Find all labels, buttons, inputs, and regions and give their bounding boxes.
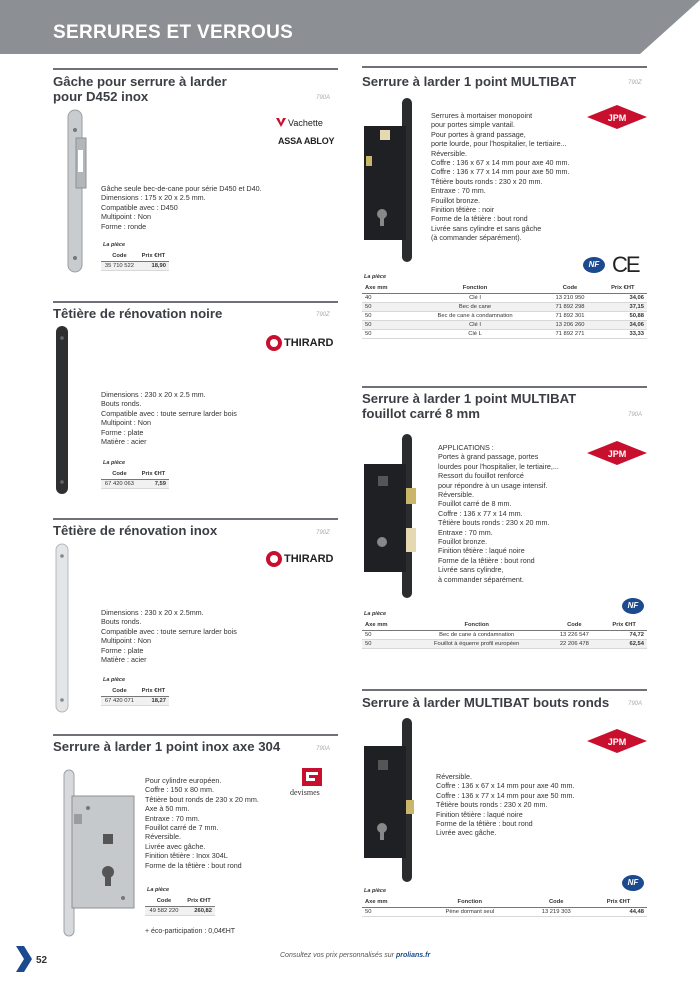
product-description: Serrures à mortaiser monopoint pour portes simple vantail. Pour portes à grand passage, porte lourde, pour l'hospitalier, le tertiaire... Réversible. Coffre : 136 x 67 x 14 mm pour axe 40 mm. Coffre : 136 x 77 x 14 mm pour axe 50 mm. Têtière bouts ronds : 230 x 20 mm. Entraxe : 70 mm. Fouillot bronze. Finition têtière : noir Forme de la têtière : bout rond Livrée sans cylindre et sans gâche (à commander séparément).	[431, 111, 570, 243]
cell-fonction: Bec de cane à condamnation	[409, 312, 542, 321]
price-table	[101, 686, 169, 706]
thirard-circle-icon	[266, 551, 282, 567]
cell-axe: 50	[362, 330, 409, 339]
table-header-row	[362, 283, 647, 294]
eco-participation: + éco-participation : 0,04€HT	[145, 928, 236, 935]
cell-fonction: Clé L	[409, 330, 542, 339]
section-title-tetiere-noire: Têtière de rénovation noire	[53, 306, 223, 321]
section-rule	[53, 68, 338, 70]
cell-code: 13 219 303	[523, 908, 591, 917]
table-row	[101, 480, 169, 489]
section-rule	[362, 66, 647, 68]
product-price: 260,82	[183, 907, 215, 916]
thirard-logo	[266, 335, 334, 351]
section-title-tetiere-inox: Têtière de rénovation inox	[53, 523, 218, 538]
product-price: 18,90	[138, 262, 169, 271]
col-code: Code	[523, 897, 591, 908]
reference-code: 790Z	[316, 312, 330, 318]
table-row	[362, 330, 647, 339]
col-price: Prix €HT	[138, 469, 169, 480]
table-row	[101, 262, 169, 271]
price-table	[101, 469, 169, 489]
section-title-multibat: Serrure à larder 1 point MULTIBAT	[362, 74, 577, 89]
cell-axe: 50	[362, 312, 409, 321]
price-table	[101, 251, 169, 271]
cell-price: 33,33	[599, 330, 647, 339]
cell-fonction: Pène dormant seul	[417, 908, 522, 917]
cell-code: 13 206 260	[541, 321, 598, 330]
vachette-v-icon	[276, 118, 286, 128]
table-header-row	[362, 620, 647, 631]
price-table	[145, 896, 215, 916]
cell-axe: 50	[362, 321, 409, 330]
title-line: pour D452 inox	[53, 89, 149, 104]
table-row	[101, 697, 169, 706]
cell-code: 71 892 271	[541, 330, 598, 339]
section-rule	[53, 734, 338, 736]
cell-price: 50,88	[599, 312, 647, 321]
cell-code: 71 892 301	[541, 312, 598, 321]
nf-certification-badge: NF	[622, 598, 644, 614]
reference-code: 790A	[316, 746, 331, 752]
thirard-logo	[266, 551, 334, 567]
header-banner	[0, 0, 700, 54]
cell-price: 34,06	[599, 294, 647, 303]
table-header-row	[145, 896, 215, 907]
table-header-row	[101, 469, 169, 480]
price-table-multibat-fouillot	[362, 620, 647, 649]
col-axe: Axe mm	[362, 620, 406, 631]
serrure-inox-image	[58, 768, 138, 938]
cell-price: 74,72	[601, 631, 647, 640]
cell-code: 71 892 298	[541, 303, 598, 312]
reference-code: 790A	[628, 701, 643, 707]
product-description: Réversible. Coffre : 136 x 67 x 14 mm pour axe 40 mm. Coffre : 136 x 77 x 14 mm pour axe 50 mm. Têtière bouts ronds : 230 x 20 mm. Finition têtière : laqué noire Forme de la têtière : bout rond Livrée avec gâche.	[436, 772, 575, 838]
table-header-row	[101, 251, 169, 262]
table-row	[362, 631, 647, 640]
col-price: Prix €HT	[138, 251, 169, 262]
page-chevron-icon	[16, 946, 32, 972]
unit-label: La pièce	[147, 887, 170, 893]
product-description: Pour cylindre européen. Coffre : 150 x 80 mm. Têtière bout ronds de 230 x 20 mm. Axe à 50 mm. Entraxe : 70 mm. Fouillot carré de 7 mm. Réversible. Livrée avec gâche. Finition têtière : Inox 304L Forme de la têtière : bout rond	[145, 776, 259, 870]
gache-product-image	[62, 108, 90, 276]
col-code: Code	[547, 620, 601, 631]
product-code: 67 420 071	[101, 697, 138, 706]
jpm-logo	[585, 728, 649, 754]
reference-code: 790A	[316, 95, 331, 101]
cell-axe: 50	[362, 908, 417, 917]
col-price: Prix €HT	[590, 897, 647, 908]
table-row	[362, 321, 647, 330]
section-rule	[53, 518, 338, 520]
table-row	[362, 908, 647, 917]
unit-label: La pièce	[103, 242, 126, 248]
cell-code: 13 226 547	[547, 631, 601, 640]
footer-note	[280, 952, 430, 959]
nf-certification-badge: NF	[622, 875, 644, 891]
ce-certification-mark: CE	[612, 252, 639, 277]
assa-abloy-logo: ASSA ABLOY	[278, 136, 335, 146]
title-line: Gâche pour serrure à larder	[53, 74, 227, 89]
brand-name: THIRARD	[284, 553, 334, 565]
cell-axe: 50	[362, 631, 406, 640]
col-fonction: Fonction	[417, 897, 522, 908]
col-axe: Axe mm	[362, 283, 409, 294]
multibat-lock-image	[360, 96, 430, 264]
product-price: 7,59	[138, 480, 169, 489]
cell-fonction: Fouillot à équerre profil européen	[406, 640, 547, 649]
table-row	[362, 303, 647, 312]
reference-code: 790Z	[316, 530, 330, 536]
unit-label: La pièce	[103, 677, 126, 683]
cell-price: 34,06	[599, 321, 647, 330]
vachette-logo	[276, 118, 323, 128]
cell-axe: 50	[362, 640, 406, 649]
col-code: Code	[541, 283, 598, 294]
page-title: SERRURES ET VERROUS	[53, 22, 294, 43]
cell-price: 44,48	[590, 908, 647, 917]
price-table-multibat-bouts-ronds	[362, 897, 647, 917]
brand-name: THIRARD	[284, 337, 334, 349]
cell-code: 13 210 950	[541, 294, 598, 303]
multibat-fouillot-image	[360, 432, 432, 600]
section-title-multibat-fouillot	[362, 391, 576, 421]
brand-name: Vachette	[288, 118, 323, 128]
footer-site-link[interactable]: prolians.fr	[395, 952, 431, 959]
title-line: fouillot carré 8 mm	[362, 406, 480, 421]
brand-name: devismes	[290, 788, 320, 797]
col-code: Code	[101, 469, 138, 480]
cell-axe: 40	[362, 294, 409, 303]
section-title-multibat-bouts-ronds: Serrure à larder MULTIBAT bouts ronds	[362, 695, 610, 710]
product-code: 35 710 522	[101, 262, 138, 271]
cell-fonction: Clé I	[409, 294, 542, 303]
table-row	[145, 907, 215, 916]
table-row	[362, 640, 647, 649]
product-description: Dimensions : 230 x 20 x 2.5mm. Bouts ronds. Compatible avec : toute serrure larder bois Multipoint : Non Forme : plate Matière : acier	[101, 608, 237, 665]
jpm-logo	[585, 104, 649, 130]
cell-axe: 50	[362, 303, 409, 312]
price-table-multibat	[362, 283, 647, 339]
table-header-row	[362, 897, 647, 908]
tetiere-noire-image	[52, 324, 72, 496]
table-row	[362, 294, 647, 303]
col-price: Prix €HT	[183, 896, 215, 907]
col-price: Prix €HT	[599, 283, 647, 294]
col-fonction: Fonction	[409, 283, 542, 294]
product-description: APPLICATIONS : Portes à grand passage, portes lourdes pour l'hospitalier, le tertiaire,... Ressort du fouillot renforcé pour répondre à un usage intensif. Réversible. Fouillot carré de 8 mm. Coffre : 136 x 77 x 14 mm. Têtière bouts ronds : 230 x 20 mm. Entraxe : 70 mm. Fouillot bronze. Finition têtière : laqué noire Forme de la têtière : bout rond Livrée sans cylindre, à commander séparément.	[438, 443, 559, 584]
title-line: Serrure à larder 1 point MULTIBAT	[362, 391, 577, 406]
section-title-serrure-inox: Serrure à larder 1 point inox axe 304	[53, 739, 281, 754]
section-rule	[53, 301, 338, 303]
col-axe: Axe mm	[362, 897, 417, 908]
nf-certification-badge: NF	[583, 257, 605, 273]
cell-price: 62,54	[601, 640, 647, 649]
banner-corner-cut	[640, 0, 700, 54]
col-price: Prix €HT	[601, 620, 647, 631]
cell-price: 37,15	[599, 303, 647, 312]
product-description: Dimensions : 230 x 20 x 2.5 mm. Bouts ronds. Compatible avec : toute serrure larder bois Multipoint : Non Forme : plate Matière : acier	[101, 390, 237, 447]
devismes-emblem-icon	[302, 768, 322, 786]
section-rule	[362, 689, 647, 691]
section-rule	[362, 386, 647, 388]
col-price: Prix €HT	[138, 686, 169, 697]
col-code: Code	[145, 896, 183, 907]
cell-fonction: Clé I	[409, 321, 542, 330]
product-code: 49 582 220	[145, 907, 183, 916]
reference-code: 790A	[628, 412, 643, 418]
tetiere-inox-image	[52, 542, 72, 714]
product-price: 18,27	[138, 697, 169, 706]
product-description: Gâche seule bec-de-cane pour série D450 et D40. Dimensions : 175 x 20 x 2.5 mm. Compatible avec : D450 Multipoint : Non Forme : ronde	[101, 184, 262, 231]
cell-fonction: Bec de cane	[409, 303, 542, 312]
col-code: Code	[101, 251, 138, 262]
footer-note-text: Consultez vos prix personnalisés sur	[280, 952, 396, 959]
cell-fonction: Bec de cane à condamnation	[406, 631, 547, 640]
table-row	[362, 312, 647, 321]
unit-label: La pièce	[103, 460, 126, 466]
unit-label: La pièce	[364, 888, 387, 894]
reference-code: 790Z	[628, 80, 642, 86]
table-header-row	[101, 686, 169, 697]
thirard-circle-icon	[266, 335, 282, 351]
product-code: 67 420 063	[101, 480, 138, 489]
brand-name: JPM	[607, 113, 627, 123]
col-code: Code	[101, 686, 138, 697]
jpm-logo	[585, 440, 649, 466]
multibat-bouts-ronds-image	[360, 716, 428, 884]
brand-name: JPM	[607, 449, 627, 459]
section-title-gache	[53, 74, 227, 104]
unit-label: La pièce	[364, 611, 387, 617]
unit-label: La pièce	[364, 274, 387, 280]
brand-name: JPM	[607, 737, 627, 747]
cell-code: 22 206 478	[547, 640, 601, 649]
col-fonction: Fonction	[406, 620, 547, 631]
page-number: 52	[36, 955, 48, 966]
devismes-logo	[290, 768, 338, 797]
